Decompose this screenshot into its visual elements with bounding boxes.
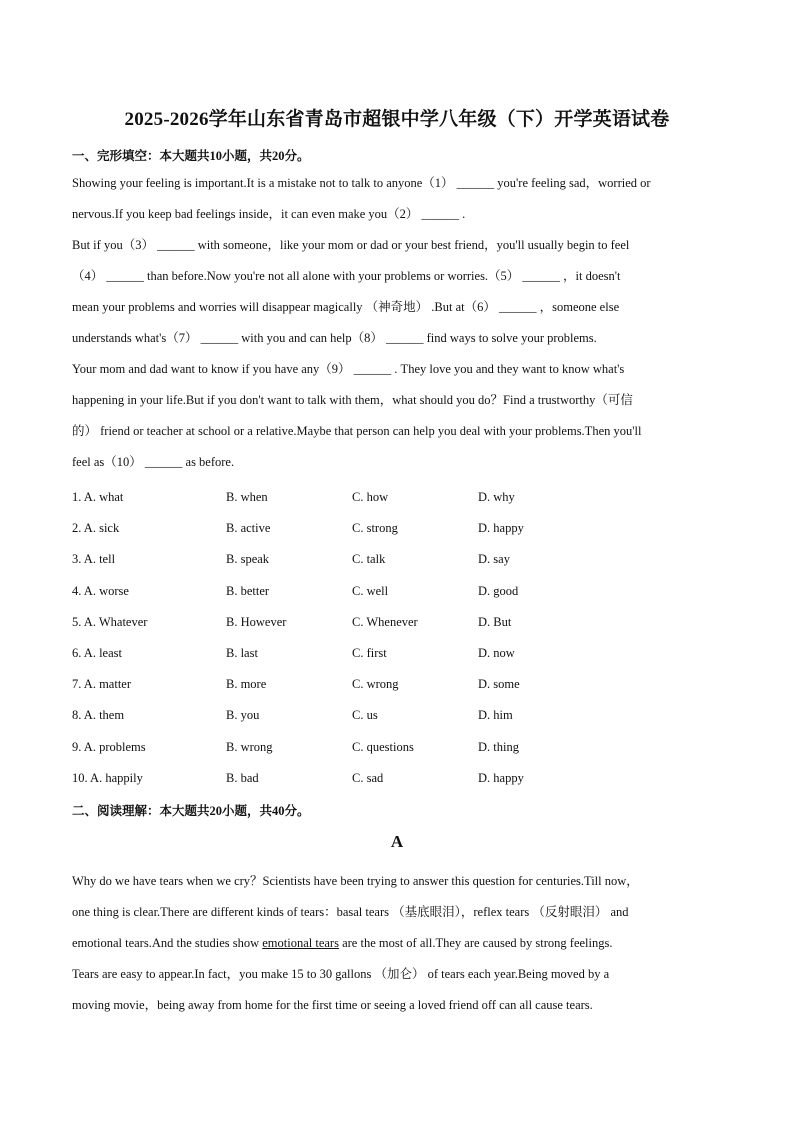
option-b: B. you: [226, 708, 260, 723]
option-b: B. bad: [226, 770, 259, 785]
option-b: B. wrong: [226, 739, 273, 754]
option-c: C. Whenever: [352, 614, 418, 629]
section-heading-reading: 二、阅读理解：本大题共20小题，共40分。: [72, 804, 310, 818]
option-a: 8. A. them: [72, 708, 125, 723]
option-row: [72, 700, 722, 731]
option-c: C. well: [352, 583, 389, 598]
passage-line: mean your problems and worries will disappear magically （神奇地） .But at（6） ______ ，someone else: [72, 300, 620, 314]
option-a: 9. A. problems: [72, 739, 146, 754]
option-c: C. strong: [352, 521, 398, 536]
option-d: D. happy: [478, 770, 524, 785]
option-a: 6. A. least: [72, 645, 122, 660]
option-d: D. him: [478, 708, 513, 723]
passage-line: 的） friend or teacher at school or a relative.Maybe that person can help you deal with your problems.Then you'll: [72, 424, 642, 438]
option-b: B. active: [226, 521, 271, 536]
passage-label: A: [390, 832, 404, 851]
option-a: 2. A. sick: [72, 521, 120, 536]
option-c: C. talk: [352, 552, 386, 567]
passage-line: moving movie，being away from home for the first time or seeing a loved friend off can all cause tears.: [72, 998, 593, 1012]
option-d: D. say: [478, 552, 510, 567]
option-b: B. However: [226, 614, 287, 629]
underlined-phrase: emotional tears: [262, 936, 339, 950]
passage-line: （4） ______ than before.Now you're not all alone with your problems or worries.（5） ______ ，it doesn't: [72, 269, 621, 283]
passage-line: one thing is clear.There are different kinds of tears：basal tears （基底眼泪），reflex tears （反射眼泪） and: [72, 905, 629, 919]
passage-line: Your mom and dad want to know if you have any（9） ______ . They love you and they want to know what's: [72, 362, 625, 376]
option-row: [72, 482, 722, 513]
passage-line: Showing your feeling is important.It is a mistake not to talk to anyone（1） ______ you're feeling sad，worried or: [72, 176, 651, 190]
option-row: [72, 763, 722, 794]
passage-line: But if you（3） ______ with someone，like your mom or dad or your best friend，you'll usually begin to feel: [72, 238, 630, 252]
passage-line: Tears are easy to appear.In fact，you make 15 to 30 gallons （加仑） of tears each year.Being moved by a: [72, 967, 610, 981]
option-d: D. some: [478, 677, 520, 692]
option-a: 5. A. Whatever: [72, 614, 148, 629]
passage-line: feel as（10） ______ as before.: [72, 455, 235, 469]
option-d: D. now: [478, 645, 515, 660]
option-d: D. happy: [478, 521, 524, 536]
option-row: [72, 513, 722, 544]
option-d: D. thing: [478, 739, 519, 754]
section-heading-cloze: 一、完形填空：本大题共10小题，共20分。: [72, 149, 310, 163]
option-c: C. questions: [352, 739, 414, 754]
option-a: 7. A. matter: [72, 677, 132, 692]
option-c: C. wrong: [352, 677, 399, 692]
passage-line: Why do we have tears when we cry？Scientists have been trying to answer this question for centuries.Till now，: [72, 874, 639, 888]
option-b: B. when: [226, 490, 268, 504]
reading-passage: [72, 866, 722, 1021]
option-b: B. better: [226, 583, 270, 598]
option-b: B. more: [226, 677, 267, 692]
option-c: C. how: [352, 490, 389, 504]
passage-line: nervous.If you keep bad feelings inside，it can even make you（2） ______ .: [72, 207, 466, 221]
answer-options: [72, 482, 722, 794]
option-a: 4. A. worse: [72, 583, 129, 598]
option-row: [72, 638, 722, 669]
option-c: C. sad: [352, 770, 384, 785]
option-a: 10. A. happily: [72, 770, 143, 785]
option-d: D. good: [478, 583, 519, 598]
text-segment: emotional tears.And the studies show: [72, 936, 263, 950]
option-b: B. last: [226, 645, 258, 660]
option-a: 1. A. what: [72, 490, 124, 504]
passage-line: [72, 928, 722, 959]
text-segment: are the most of all.They are caused by strong feelings.: [338, 936, 613, 950]
option-row: [72, 544, 722, 575]
option-row: [72, 732, 722, 763]
cloze-passage: [72, 168, 722, 478]
option-row: [72, 607, 722, 638]
option-row: [72, 669, 722, 700]
option-d: D. But: [478, 614, 512, 629]
passage-line: happening in your life.But if you don't want to talk with them，what should you do？Find a trustworthy（可信: [72, 393, 633, 407]
option-row: [72, 576, 722, 607]
option-c: C. first: [352, 645, 387, 660]
page-title: 2025-2026学年山东省青岛市超银中学八年级（下）开学英语试卷: [124, 109, 670, 130]
option-b: B. speak: [226, 552, 270, 567]
option-d: D. why: [478, 490, 515, 504]
option-c: C. us: [352, 708, 378, 723]
option-a: 3. A. tell: [72, 552, 116, 567]
passage-line: understands what's（7） ______ with you and can help（8） ______ find ways to solve your problems.: [72, 331, 597, 345]
